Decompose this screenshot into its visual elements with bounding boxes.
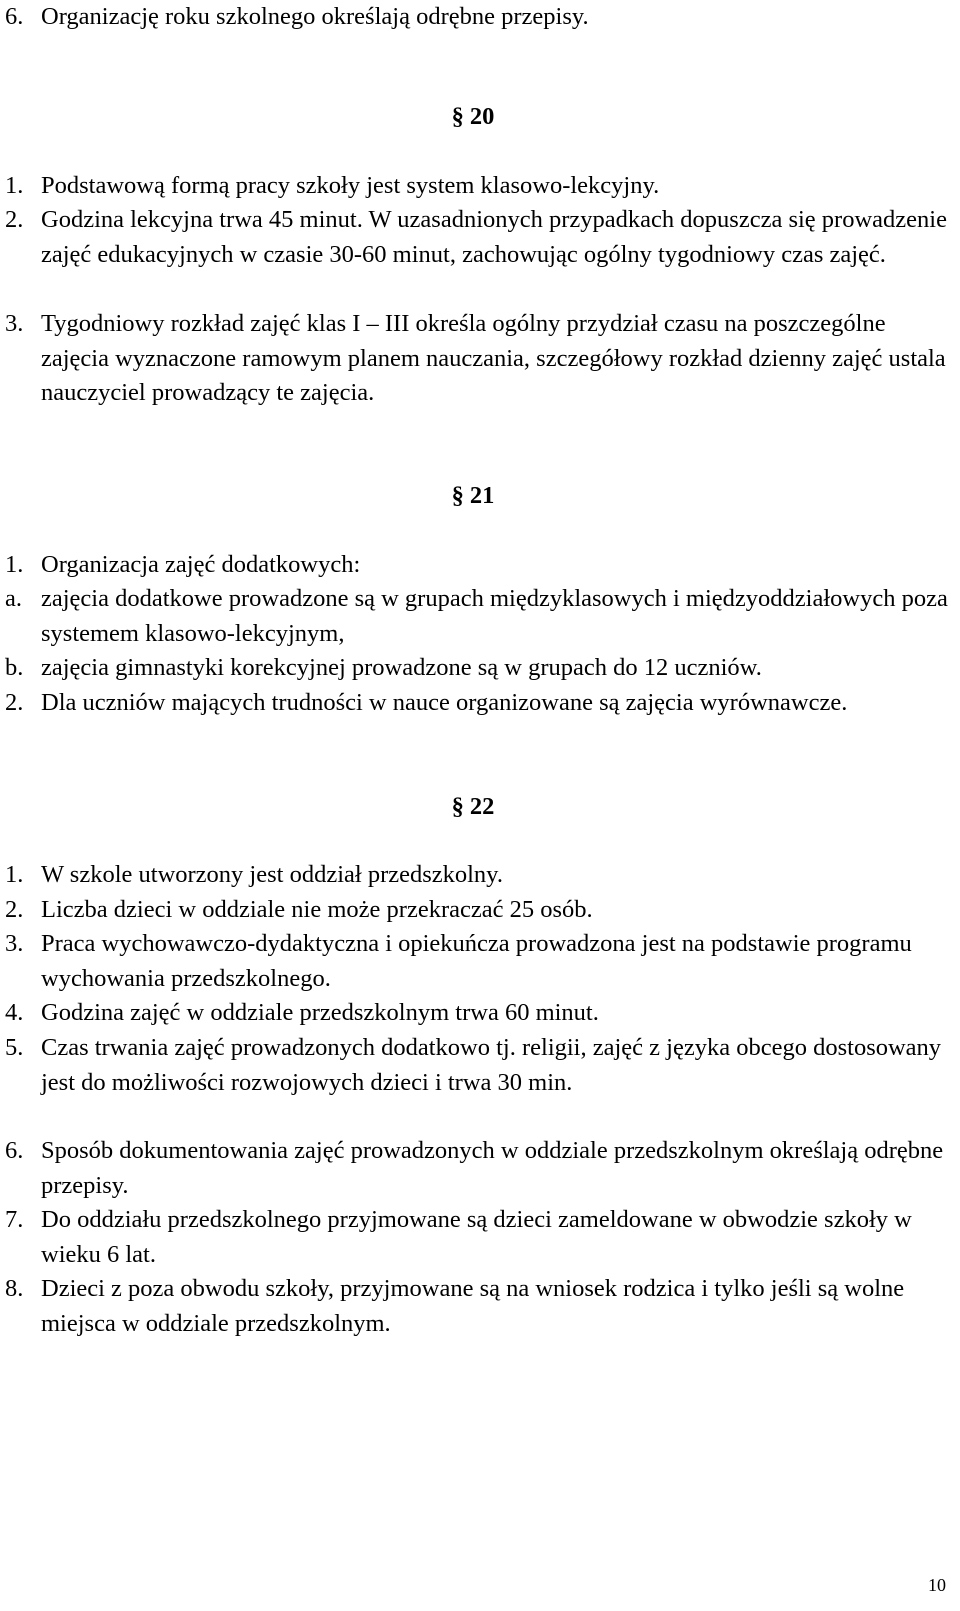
list-item [5,1272,950,1341]
item-number: 3. [5,930,24,957]
section-heading-20 [0,100,946,135]
item-text: Godzina lekcyjna trwa 45 minut. W uzasadnionych przypadkach dopuszcza się prowadzenie zajęć edukacyjnych w czasie 30-60 minut, zachowując ogólny tygodniowy czas zajęć. [41,206,947,268]
section-sign: § [451,482,464,509]
list-item [5,651,950,686]
item-text: Tygodniowy rozkład zajęć klas I – III określa ogólny przydział czasu na poszczególne zajęcia wyznaczone ramowym planem nauczania, szczegółowy rozkład dzienny zajęć ustala nauczyciel prowadzący te zajęcia. [41,310,946,407]
list-item [5,1203,950,1272]
item-number: 6. [5,3,24,30]
item-number: a. [5,585,22,612]
item-number: 2. [5,896,24,923]
list-item [5,307,950,411]
item-number: 3. [5,310,24,337]
item-text: Dzieci z poza obwodu szkoły, przyjmowane są na wniosek rodzica i tylko jeśli są wolne miejsca w oddziale przedszkolnym. [41,1275,905,1337]
list-item [5,1134,950,1203]
item-text: Godzina zajęć w oddziale przedszkolnym trwa 60 minut. [41,999,599,1026]
item-text: Do oddziału przedszkolnego przyjmowane są dzieci zameldowane w obwodzie szkoły w wieku 6 lat. [41,1206,912,1268]
list-item [5,927,950,996]
item-text: zajęcia dodatkowe prowadzone są w grupach międzyklasowych i międzyoddziałowych poza systemem klasowo-lekcyjnym, [41,585,948,647]
item-text: Liczba dzieci w oddziale nie może przekraczać 25 osób. [41,896,593,923]
section-number: 21 [469,482,495,509]
item-text: Dla uczniów mających trudności w nauce organizowane są zajęcia wyrównawcze. [41,689,848,716]
item-text: Praca wychowawczo-dydaktyczna i opiekuńcza prowadzona jest na podstawie programu wychowania przedszkolnego. [41,930,912,992]
item-text: Podstawową formą pracy szkoły jest system klasowo-lekcyjny. [41,172,660,199]
section-sign: § [451,793,464,820]
item-number: 6. [5,1137,24,1164]
list-item [5,582,950,651]
list-item [5,686,950,721]
list-item [5,0,950,35]
item-number: 7. [5,1206,24,1233]
item-number: 4. [5,999,24,1026]
item-number: 2. [5,689,24,716]
item-text: Sposób dokumentowania zajęć prowadzonych w oddziale przedszkolnym określają odrębne przepisy. [41,1137,944,1199]
item-text: Organizacja zajęć dodatkowych: [41,551,361,578]
item-text: zajęcia gimnastyki korekcyjnej prowadzone są w grupach do 12 uczniów. [41,654,762,681]
section-sign: § [451,103,464,130]
section-number: 22 [469,793,495,820]
item-number: 1. [5,551,24,578]
list-item [5,203,950,272]
page-number: 10 [928,1575,946,1595]
item-text: Organizację roku szkolnego określają odrębne przepisy. [41,3,589,30]
item-number: 5. [5,1034,24,1061]
item-number: 8. [5,1275,24,1302]
list-item [5,1031,950,1100]
item-text: Czas trwania zajęć prowadzonych dodatkowo tj. religii, zajęć z języka obcego dostosowany jest do możliwości rozwojowych dzieci i trwa 30 min. [41,1034,942,1096]
list-item [5,548,950,583]
item-text: W szkole utworzony jest oddział przedszkolny. [41,861,503,888]
item-number: 1. [5,172,24,199]
section-heading-21 [0,479,946,514]
item-number: b. [5,654,24,681]
section-heading-22 [0,790,946,825]
item-number: 1. [5,861,24,888]
section-number: 20 [469,103,495,130]
list-item [5,893,950,928]
list-item [5,858,950,893]
item-number: 2. [5,206,24,233]
list-item [5,169,950,204]
list-item [5,996,950,1031]
